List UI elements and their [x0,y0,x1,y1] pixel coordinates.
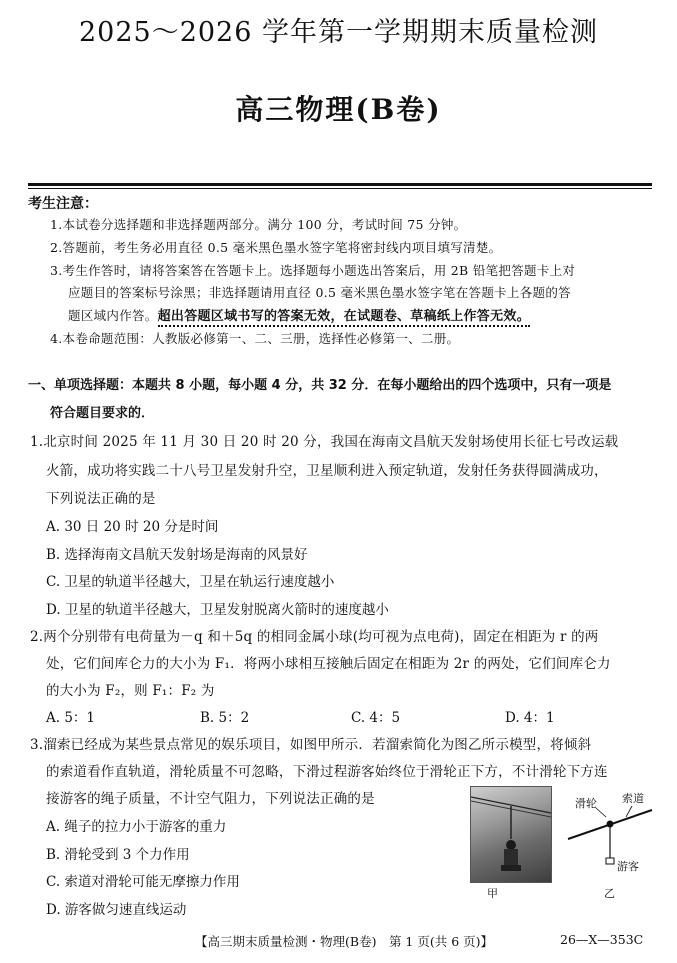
q1-stem: 火箭，成功将实践二十八号卫星发射升空，卫星顺利进入预定轨道，发射任务获得圆满成功， [46,463,608,479]
section-heading-cont: 符合题目要求的． [50,406,155,421]
label-tourist: 游客 [617,860,639,873]
q3-option-a: A. 绳子的拉力小于游客的重力 [46,819,227,835]
footer-page-info: 【高三期末质量检测・物理(B卷) 第 1 页(共 6 页)】 [195,934,493,949]
paper-title: 高三物理(B卷) [235,93,442,126]
q3-option-d: D. 游客做匀速直线运动 [46,902,187,918]
pulley-leader [596,808,606,817]
notes-title: 考生注意： [28,196,98,212]
q3-stem: 的索道看作直轨道，滑轮质量不可忽略，下滑过程游客始终位于滑轮正下方，不计滑轮下方连 [46,764,608,780]
section-heading: 一、单项选择题：本题共 8 小题，每小题 4 分，共 32 分．在每小题给出的四个选项中，只有一项是 [28,378,612,393]
note-item: 2.答题前，考生务必用直径 0.5 毫米黑色墨水签字笔将密封线内项目填写清楚。 [50,240,502,255]
zipline-photo-drawing [471,787,551,882]
q2-stem: 的大小为 F₂，则 F₁：F₂ 为 [46,683,215,699]
q1-option-c: C. 卫星的轨道半径越大，卫星在轨运行速度越小 [46,574,335,590]
label-cable: 索道 [622,792,644,805]
note-item: 4.本卷命题范围：人教版必修第一、二、三册，选择性必修第一、二册。 [50,331,460,346]
q1-option-b: B. 选择海南文昌航天发射场是海南的风景好 [46,547,308,563]
q2-stem: 2.两个分别带有电荷量为－q 和＋5q 的相同金属小球(均可视为点电荷)，固定在相距为 r 的两 [30,629,599,645]
q2-option-a: A. 5：1 [46,710,96,726]
header-rule-thick [28,183,652,186]
q2-option-d: D. 4：1 [505,710,555,726]
q3-stem: 3.溜索已经成为某些景点常见的娱乐项目，如图甲所示．若溜索简化为图乙所示模型，将倾斜 [30,737,592,753]
q1-stem: 下列说法正确的是 [46,491,156,507]
label-pulley: 滑轮 [575,797,597,810]
note-item: 3.考生作答时，请将答案答在答题卡上。选择题每小题选出答案后，用 2B 铅笔把答题卡上对 [50,263,576,278]
note-item: 应题目的答案标号涂黑；非选择题请用直径 0.5 毫米黑色墨水签字笔在答题卡上各题的答 [68,285,571,300]
cable-leader [626,806,632,817]
header-rule-thin [28,188,652,189]
note-item-text: 题区域内作答。 [68,308,158,323]
q1-option-d: D. 卫星的轨道半径越大，卫星发射脱离火箭时的速度越小 [46,602,389,618]
figure-b-caption: 乙 [604,887,615,900]
tourist-box [606,858,614,864]
figure-a-caption: 甲 [487,887,498,900]
note-item-line [68,305,530,324]
q1-stem: 1.北京时间 2025 年 11 月 30 日 20 时 20 分，我国在海南文昌航天发射场使用长征七号改运载 [30,434,619,450]
exam-title: 2025～2026 学年第一学期期末质量检测 [78,17,598,48]
q3-option-c: C. 索道对滑轮可能无摩擦力作用 [46,874,240,890]
note-emphasis: 超出答题区域书写的答案无效，在试题卷、草稿纸上作答无效。 [158,309,530,327]
zipline-photo [470,786,552,883]
q2-stem: 处，它们间库仑力的大小为 F₁．将两小球相互接触后固定在相距为 2r 的两处，它们间库仑力 [46,656,611,672]
q2-option-b: B. 5：2 [200,710,250,726]
q3-option-b: B. 滑轮受到 3 个力作用 [46,847,190,863]
q3-stem: 接游客的绳子质量，不计空气阻力，下列说法正确的是 [46,791,375,807]
q1-option-a: A. 30 日 20 时 20 分是时间 [46,519,219,535]
footer-code: 26—X—353C [560,932,644,947]
note-item: 1.本试卷分选择题和非选择题两部分。满分 100 分，考试时间 75 分钟。 [50,217,467,232]
q2-option-c: C. 4：5 [351,710,401,726]
